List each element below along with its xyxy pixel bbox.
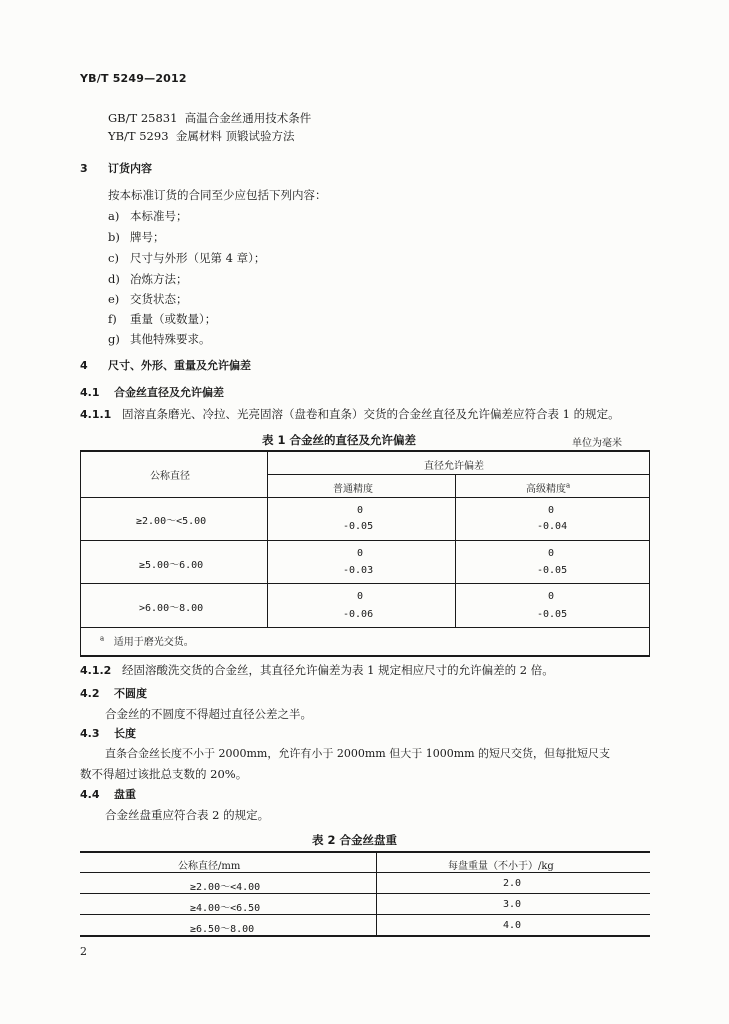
table-2-diameter: ≥6.50～8.00 [190,924,255,935]
table-2-header-weight: 每盘重量（不小于）/kg [448,861,554,872]
order-item [108,229,165,245]
section-number: 4.3 [80,727,100,740]
section-title: 不圆度 [114,687,147,700]
order-item [108,250,265,266]
reference-code: GB/T 25831 [108,111,178,125]
table-1-diameter: ≥2.00～<5.00 [136,516,207,527]
table-2-weight: 2.0 [503,878,522,889]
table-2-caption: 表 2 合金丝盘重 [312,833,398,847]
table-rule [80,497,650,498]
table-1-normal-upper: 0 [357,548,364,559]
section-4-heading [80,357,251,373]
section-4-2-heading [80,685,147,701]
order-item-text: 尺寸与外形（见第 4 章）； [130,251,266,265]
clause-number: 4.1.2 [80,664,112,677]
order-item-text: 其他特殊要求。 [130,332,211,346]
order-item-text: 冶炼方法； [130,272,188,286]
reference-title: 金属材料 顶锻试验方法 [175,129,295,143]
section-title: 尺寸、外形、重量及允许偏差 [108,359,251,372]
order-item [108,271,188,287]
footnote-ref: a [566,481,571,490]
section-number: 4.2 [80,687,100,700]
header-high-text: 高级精度 [526,484,566,495]
table-border [80,450,650,452]
order-item-label: b) [108,230,120,244]
order-item-text: 本标准号； [130,209,188,223]
reference-code: YB/T 5293 [108,129,169,143]
clause-text: 固溶直条磨光、冷拉、光亮固溶（盘卷和直条）交货的合金丝直径及允许偏差应符合表 1 的规定。 [122,407,620,421]
footnote-text: 适用于磨光交货。 [113,637,194,648]
order-item-label: a) [108,209,120,223]
table-border [80,450,81,656]
table-1-diameter: >6.00～8.00 [139,603,204,614]
table-1-normal-lower: -0.03 [343,565,374,576]
section-number: 4 [80,359,88,372]
order-item [108,291,188,307]
table-border [649,450,650,656]
order-item-label: e) [108,292,120,306]
table-1-caption: 表 1 合金丝的直径及允许偏差 [262,433,417,447]
order-item-label: g) [108,332,120,346]
section-number: 4.1 [80,386,100,399]
table-1-unit: 单位为毫米 [572,438,622,449]
table-2-header-diameter: 公称直径/mm [178,861,241,872]
table-rule [80,627,650,628]
table-2-weight: 4.0 [503,920,522,931]
section-number: 3 [80,162,88,175]
table-1-header-tolerance: 直径允许偏差 [424,461,484,472]
reference-title: 高温合金丝通用技术条件 [184,111,312,125]
table-rule [267,474,649,475]
section-title: 盘重 [114,788,136,801]
section-4-4-heading [80,786,136,802]
order-item-label: f) [108,312,117,326]
section-title: 长度 [114,727,136,740]
section-3-heading [80,160,152,176]
section-number: 4.4 [80,788,100,801]
table-2-weight: 3.0 [503,899,522,910]
table-rule [80,540,650,541]
section-4-2-text: 合金丝的不圆度不得超过直径公差之半。 [105,707,312,721]
table-rule [80,583,650,584]
footnote-mark: a [100,634,105,643]
table-1-header-nominal: 公称直径 [150,471,190,482]
table-2-diameter: ≥2.00～<4.00 [190,882,261,893]
order-item-text: 交货状态； [130,292,188,306]
table-1-normal-upper: 0 [357,505,364,516]
table-1-normal-upper: 0 [357,591,364,602]
table-1-footnote [100,633,194,648]
table-1-diameter: ≥5.00～6.00 [139,560,204,571]
order-item [108,208,188,224]
order-item-label: d) [108,272,120,286]
clause-text: 经固溶酸洗交货的合金丝，其直径允许偏差为表 1 规定相应尺寸的允许偏差的 2 倍。 [122,663,554,677]
document-code-header: YB/T 5249—2012 [80,72,187,85]
reference-item [108,110,311,126]
reference-item [108,128,294,144]
order-item [108,331,211,347]
table-rule [376,852,377,936]
table-1-normal-lower: -0.06 [343,609,374,620]
order-item-label: c) [108,251,119,265]
section-3-intro: 按本标准订货的合同至少应包括下列内容： [108,188,327,202]
section-4-3-text-line2: 数不得超过该批总支数的 20%。 [80,767,248,781]
clause-4-1-1 [80,406,620,422]
table-1-header-high [526,480,570,495]
table-border [80,851,650,853]
order-item-text: 牌号； [130,230,165,244]
order-item-text: 重量（或数量）； [130,312,217,326]
table-1-high-lower: -0.05 [537,609,568,620]
table-border [80,655,650,657]
order-item [108,311,216,327]
section-title: 订货内容 [108,162,152,175]
table-1-header-normal: 普通精度 [333,484,373,495]
table-1-high-upper: 0 [548,505,555,516]
section-4-1-heading [80,384,224,400]
table-1-high-upper: 0 [548,591,555,602]
section-title: 合金丝直径及允许偏差 [114,386,224,399]
table-1-high-upper: 0 [548,548,555,559]
table-1-high-lower: -0.04 [537,521,568,532]
table-2-diameter: ≥4.00～<6.50 [190,903,261,914]
clause-number: 4.1.1 [80,408,112,421]
table-rule [80,872,650,873]
table-1-normal-lower: -0.05 [343,521,374,532]
page-number: 2 [80,945,87,958]
section-4-3-heading [80,725,136,741]
table-1-high-lower: -0.05 [537,565,568,576]
section-4-3-text-line1: 直条合金丝长度不小于 2000mm，允许有小于 2000mm 但大于 1000mm 的短尺交货，但每批短尺支 [105,747,611,760]
table-rule [80,893,650,894]
table-rule [80,914,650,915]
section-4-4-text: 合金丝盘重应符合表 2 的规定。 [105,808,270,822]
table-border [80,935,650,937]
clause-4-1-2 [80,662,554,678]
